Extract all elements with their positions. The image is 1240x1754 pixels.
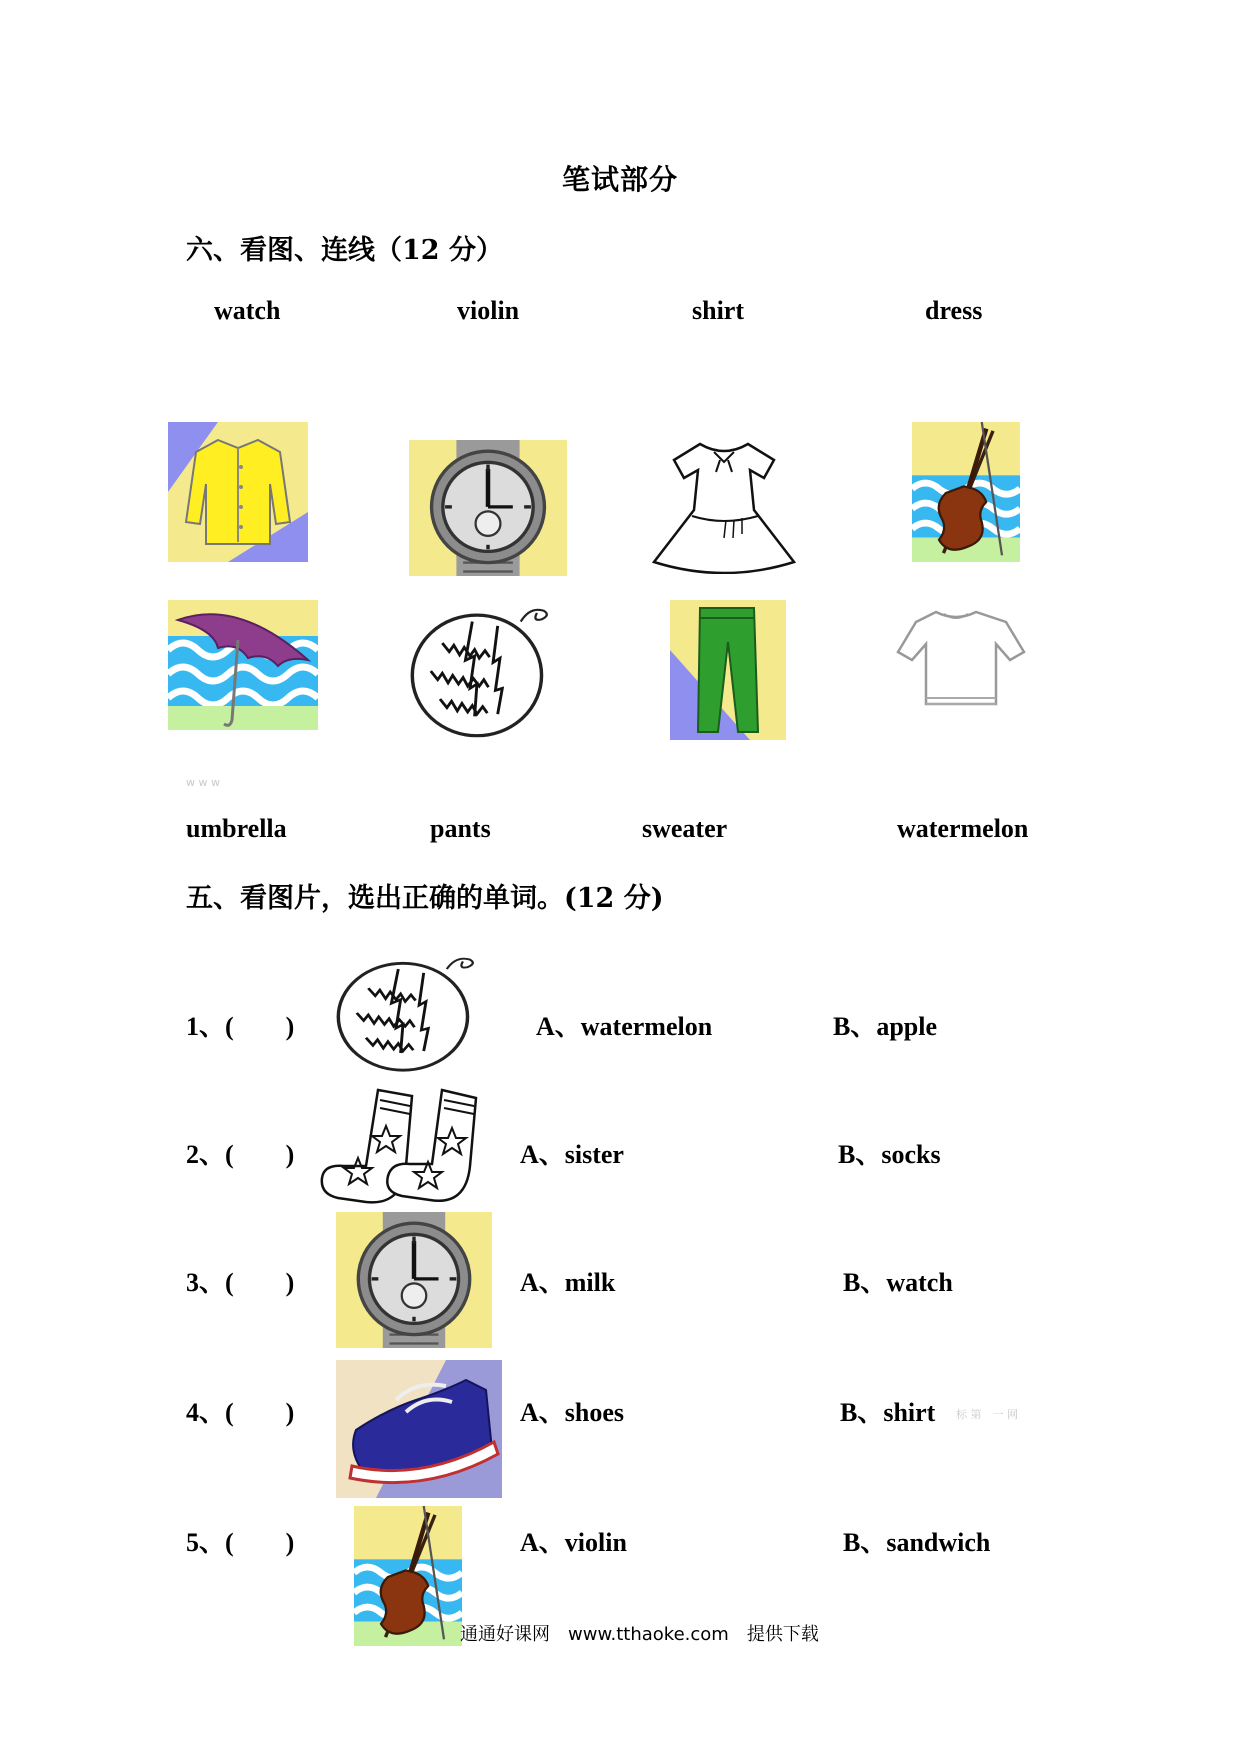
section-5-heading: 五、看图片，选出正确的单词。(12 分) bbox=[186, 883, 664, 914]
shirt-icon bbox=[168, 422, 308, 562]
word-pants: pants bbox=[430, 814, 491, 843]
question-2-option-a[interactable]: A、sister bbox=[520, 1140, 624, 1169]
page-title: 笔试部分 bbox=[561, 163, 678, 196]
footer-source: 通通好课网 www.tthaoke.com 提供下载 bbox=[460, 1624, 819, 1645]
word-violin: violin bbox=[457, 296, 520, 325]
question-5-option-a[interactable]: A、violin bbox=[520, 1528, 627, 1557]
socks-icon bbox=[318, 1086, 488, 1210]
faint-watermark: w w w bbox=[186, 776, 220, 789]
watermelon-icon bbox=[410, 600, 560, 740]
sweater-icon bbox=[896, 602, 1028, 720]
violin-icon bbox=[354, 1506, 462, 1646]
word-shirt: shirt bbox=[692, 296, 744, 325]
word-sweater: sweater bbox=[642, 814, 728, 843]
pants-icon bbox=[670, 600, 786, 740]
question-3-option-b[interactable]: B、watch bbox=[843, 1268, 953, 1297]
section-6-heading: 六、看图、连线（12 分） bbox=[186, 235, 503, 266]
word-watch: watch bbox=[214, 296, 281, 325]
question-1-option-b[interactable]: B、apple bbox=[833, 1012, 938, 1041]
question-2-number: 2、( ) bbox=[186, 1140, 295, 1169]
question-4-option-a[interactable]: A、shoes bbox=[520, 1398, 625, 1427]
question-3-number: 3、( ) bbox=[186, 1268, 295, 1297]
shoes-icon bbox=[336, 1360, 502, 1498]
question-1-number: 1、( ) bbox=[186, 1012, 295, 1041]
word-umbrella: umbrella bbox=[186, 814, 287, 843]
watermelon-icon bbox=[336, 950, 486, 1074]
question-1-option-a[interactable]: A、watermelon bbox=[536, 1012, 713, 1041]
question-3-option-a[interactable]: A、milk bbox=[520, 1268, 616, 1297]
watch-icon bbox=[336, 1212, 492, 1348]
word-dress: dress bbox=[925, 296, 983, 325]
watch-icon bbox=[409, 440, 567, 576]
dress-icon bbox=[648, 436, 800, 574]
question-2-option-b[interactable]: B、socks bbox=[838, 1140, 941, 1169]
question-4-option-b[interactable]: B、shirt bbox=[840, 1398, 936, 1427]
word-watermelon: watermelon bbox=[897, 814, 1029, 843]
question-5-option-b[interactable]: B、sandwich bbox=[843, 1528, 991, 1557]
umbrella-icon bbox=[168, 600, 318, 730]
question-4-number: 4、( ) bbox=[186, 1398, 295, 1427]
violin-icon bbox=[912, 422, 1020, 562]
question-5-number: 5、( ) bbox=[186, 1528, 295, 1557]
faint-watermark: 标 第 一 网 bbox=[956, 1408, 1018, 1421]
